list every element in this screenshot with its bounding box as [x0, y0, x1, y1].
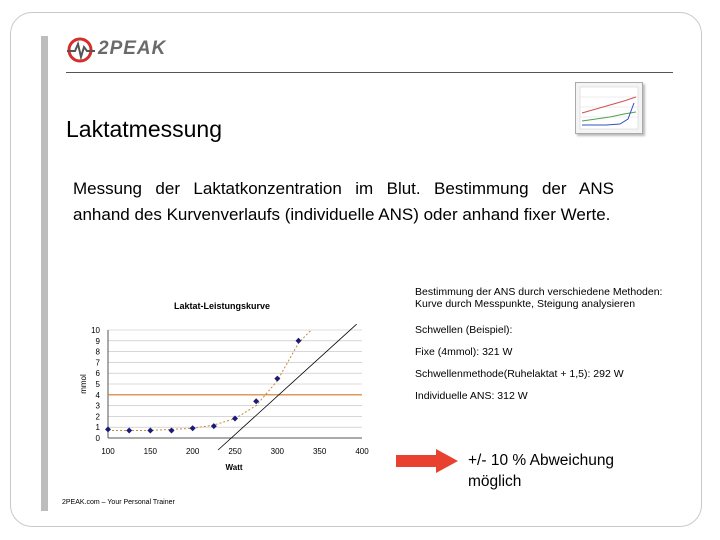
- pulse-logo-icon: [66, 35, 96, 65]
- chart-y-tick-label: 10: [91, 326, 100, 335]
- intro-paragraph: Messung der Laktatkonzentration im Blut. Bestimmung der ANS anhand des Kurvenverlaufs (individuelle ANS) oder anhand fixer Werte.: [73, 179, 614, 224]
- chart-x-tick-label: 350: [312, 447, 327, 456]
- chart-data-point: [296, 338, 302, 344]
- chart-y-tick-label: 9: [95, 336, 100, 346]
- threshold-fixed: Fixe (4mmol): 321 W: [415, 346, 513, 358]
- chart-title: Laktat-Leistungskurve: [173, 301, 271, 311]
- chart-fit-curve: [108, 330, 311, 430]
- chart-y-tick-label: 0: [95, 434, 100, 443]
- chart-x-tick-label: 100: [101, 447, 115, 456]
- threshold-individual: Individuelle ANS: 312 W: [415, 390, 528, 402]
- chart-y-tick-label: 1: [95, 423, 100, 433]
- chart-x-tick-label: 250: [228, 447, 242, 456]
- chart-data-point: [147, 427, 153, 433]
- page-title: Laktatmessung: [66, 116, 222, 142]
- logo-text: 2PEAK: [98, 38, 167, 59]
- chart-data-point: [274, 376, 280, 382]
- chart-y-tick-label: 6: [95, 369, 100, 379]
- chart-data-point: [190, 425, 196, 431]
- chart-x-tick-label: 400: [355, 447, 369, 456]
- methods-column: [415, 286, 675, 412]
- deviation-line-1: +/- 10 % Abweichung: [468, 452, 615, 469]
- chart-x-tick-label: 200: [185, 447, 200, 456]
- chart-y-tick-label: 3: [95, 401, 100, 411]
- methods-description: Bestimmung der ANS durch verschiedene Methoden: Kurve durch Messpunkte, Steigung analysieren: [415, 286, 663, 310]
- threshold-method: Schwellenmethode(Ruhelaktat + 1,5): 292 W: [415, 368, 624, 380]
- header-divider: [66, 72, 673, 73]
- deviation-line-2: möglich: [468, 473, 522, 490]
- right-arrow-icon: [396, 449, 458, 473]
- chart-x-axis-label: Watt: [225, 463, 243, 472]
- thresholds-heading: Schwellen (Beispiel):: [415, 324, 513, 336]
- chart-x-tick-label: 300: [270, 447, 285, 456]
- chart-x-tick-label: 150: [143, 447, 158, 456]
- brand-logo: [66, 35, 206, 65]
- chart-y-axis-label: mmol: [79, 374, 88, 394]
- chart-y-tick-label: 8: [95, 347, 100, 357]
- thumbnail-graphic: [576, 83, 642, 133]
- chart-thumbnail: [575, 82, 643, 134]
- deviation-note: [468, 450, 614, 492]
- chart-y-tick-label: 4: [95, 390, 100, 400]
- chart-y-tick-label: 2: [95, 412, 100, 422]
- chart-y-tick-label: 5: [95, 380, 100, 389]
- footer-text: 2PEAK.com – Your Personal Trainer: [62, 499, 175, 506]
- chart-data-point: [126, 427, 132, 433]
- lactate-chart: [62, 292, 402, 477]
- left-accent-bar: [41, 36, 48, 511]
- chart-tangent-line: [218, 324, 357, 450]
- chart-data-point: [169, 427, 175, 433]
- chart-y-tick-label: 7: [95, 358, 100, 368]
